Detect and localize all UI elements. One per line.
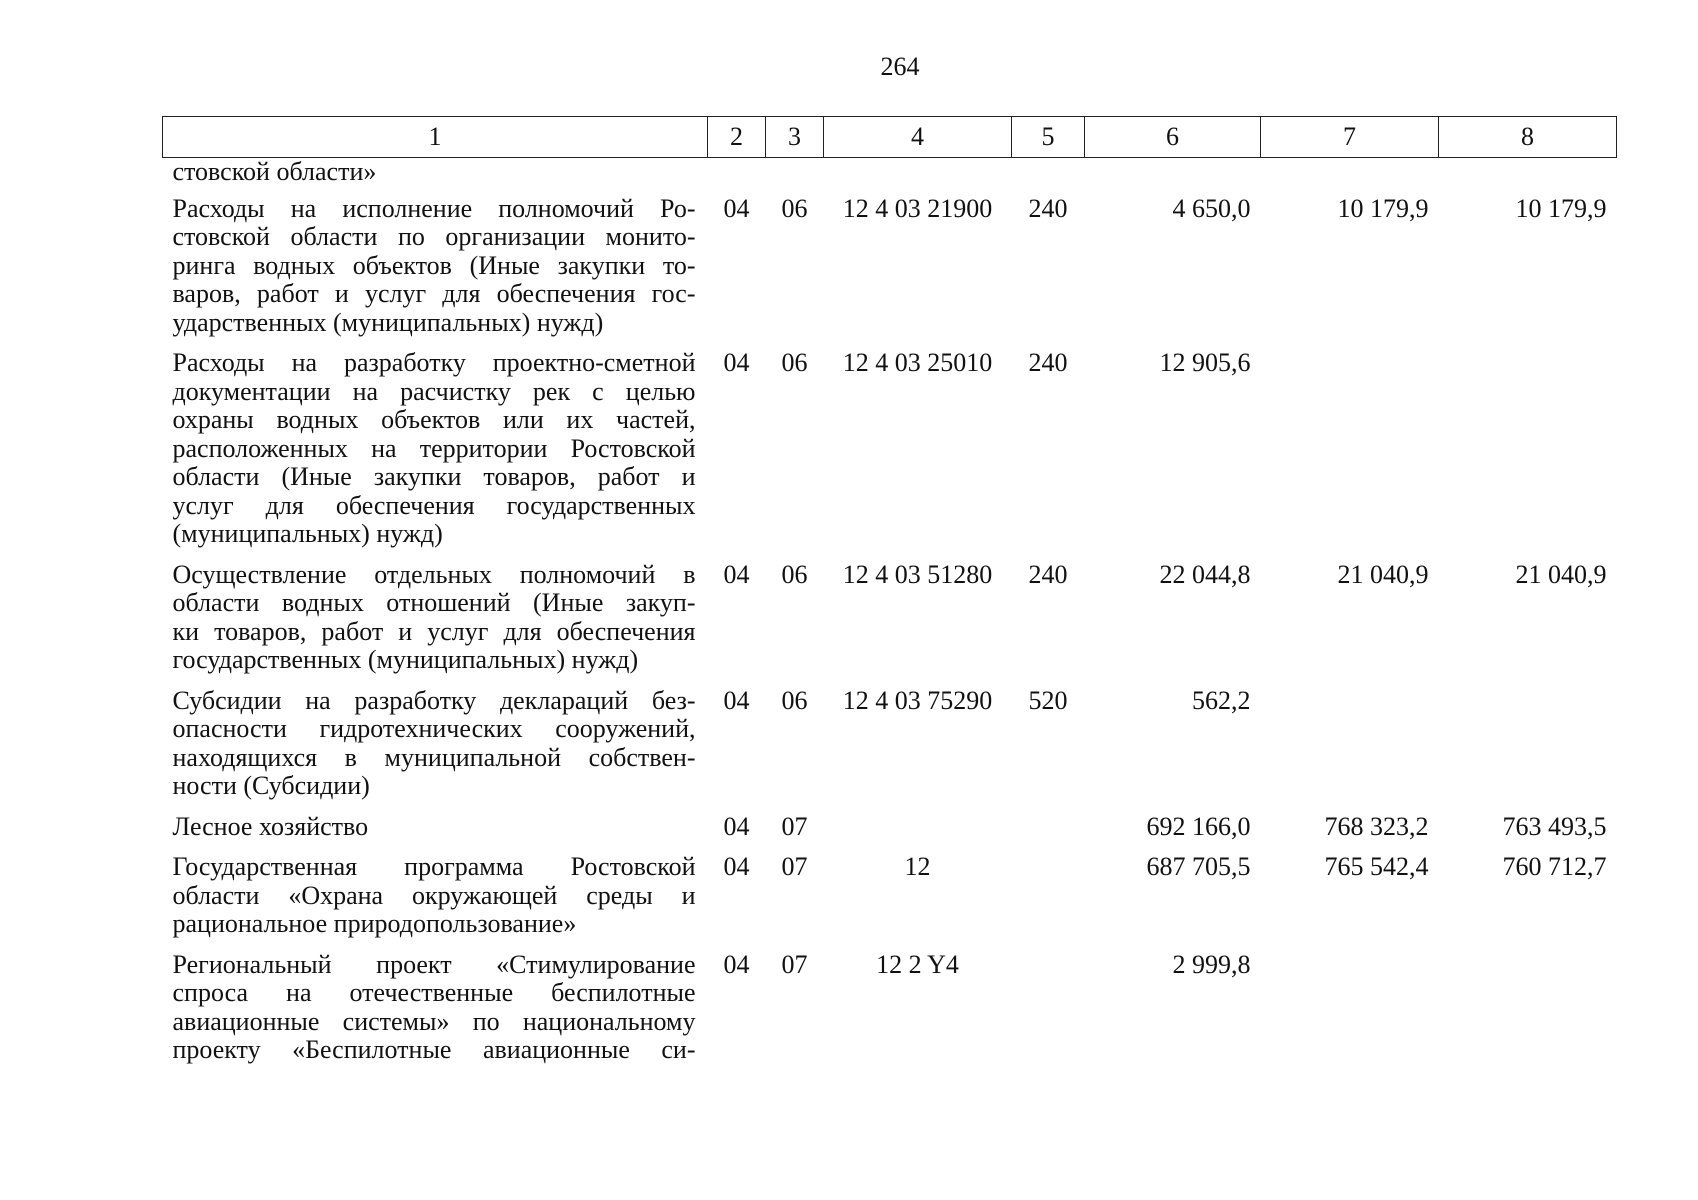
- table-header-row: [163, 117, 1617, 158]
- row-name-line: опасности гидротехнических сооружений,: [172, 714, 696, 743]
- table-row: [163, 561, 1617, 687]
- amount-year-1-cell: 22 044,8: [1159, 559, 1251, 589]
- row-name-line: Расходы на исполнение полномочий Ро-: [172, 193, 696, 223]
- row-name-line: Осуществление отдельных полномочий в: [172, 559, 696, 589]
- row-name-line: охраны водных объектов или их частей,: [172, 405, 696, 434]
- amount-year-3-cell: [1439, 951, 1617, 1077]
- row-name-line: (муниципальных) нужд): [172, 519, 443, 548]
- amount-year-2-cell: [1261, 349, 1439, 561]
- table-row: [163, 853, 1617, 951]
- row-name-line: Государственная программа Ростовской: [172, 852, 696, 881]
- amount-year-2-cell: 765 542,4: [1324, 852, 1429, 881]
- section-code-cell: 04: [723, 852, 750, 881]
- amount-year-3-cell: [1439, 158, 1617, 195]
- amount-year-2-cell: [1261, 687, 1439, 813]
- target-article-cell: 12 4 03 75290: [842, 685, 993, 715]
- column-header-4: 4: [824, 117, 1012, 158]
- row-name-line: стовской области по организации монито-: [172, 222, 696, 251]
- amount-year-2-cell: [1261, 158, 1439, 195]
- row-name-line: документации на расчистку рек с целью: [172, 376, 696, 406]
- expense-type-cell: 240: [1028, 193, 1068, 223]
- amount-year-2-cell: 768 323,2: [1324, 811, 1429, 841]
- table-row: [163, 349, 1617, 561]
- expense-type-cell: [1012, 813, 1085, 854]
- subsection-code-cell: 06: [781, 559, 808, 589]
- subsection-code-cell: 07: [781, 852, 808, 881]
- row-name-cell: [163, 951, 708, 1077]
- row-name-line: спроса на отечественные беспилотные: [172, 978, 696, 1007]
- row-name-line: услуг для обеспечения государственных: [172, 490, 696, 520]
- amount-year-2-cell: 10 179,9: [1337, 193, 1429, 223]
- table-row: [163, 158, 1617, 195]
- row-name-line: расположенных на территории Ростовской: [172, 433, 696, 463]
- row-name-cell: [163, 687, 708, 813]
- row-name-line: Субсидии на разработку деклараций без-: [172, 685, 696, 715]
- row-name-cell: [163, 195, 708, 350]
- expense-type-cell: [1012, 951, 1085, 1077]
- row-name-cell: [163, 853, 708, 951]
- row-name-line: Лесное хозяйство: [172, 811, 369, 841]
- amount-year-1-cell: [1085, 158, 1261, 195]
- column-header-6: 6: [1085, 117, 1261, 158]
- row-name-line: ударственных (муниципальных) нужд): [172, 307, 604, 337]
- target-article-cell: [824, 813, 1012, 854]
- subsection-code-cell: 07: [781, 811, 808, 841]
- row-name-line: ринга водных объектов (Иные закупки то-: [172, 250, 696, 280]
- row-name-line: ности (Субсидии): [172, 771, 370, 800]
- row-name-line: Региональный проект «Стимулирование: [172, 949, 696, 979]
- amount-year-1-cell: 12 905,6: [1159, 348, 1251, 377]
- amount-year-3-cell: 760 712,7: [1502, 852, 1607, 881]
- amount-year-3-cell: 21 040,9: [1515, 559, 1607, 589]
- amount-year-1-cell: 692 166,0: [1146, 811, 1251, 841]
- row-name-line: области водных отношений (Иные закуп-: [172, 588, 696, 617]
- amount-year-3-cell: [1439, 687, 1617, 813]
- column-header-8: 8: [1439, 117, 1617, 158]
- row-name-line: находящихся в муниципальной собствен-: [172, 742, 696, 772]
- target-article-cell: 12 4 03 21900: [842, 193, 993, 223]
- column-header-7: 7: [1261, 117, 1439, 158]
- amount-year-1-cell: 562,2: [1192, 685, 1251, 715]
- row-name-line: проекту «Беспилотные авиационные си-: [172, 1035, 696, 1064]
- target-article-cell: 12 4 03 25010: [842, 348, 993, 377]
- row-name-line: государственных (муниципальных) нужд): [172, 645, 639, 674]
- page-number: 264: [880, 52, 920, 81]
- row-name-line: авиационные системы» по национальному: [172, 1006, 696, 1036]
- table-row: [163, 813, 1617, 854]
- target-article-cell: 12 4 03 51280: [842, 559, 993, 589]
- row-name-line: варов, работ и услуг для обеспечения гос-: [172, 279, 696, 308]
- column-header-3: 3: [766, 117, 824, 158]
- row-name-cell: [163, 813, 708, 854]
- subsection-code-cell: 06: [781, 685, 808, 715]
- section-code-cell: [708, 158, 766, 195]
- column-header-1: 1: [163, 117, 708, 158]
- row-name-cell: [163, 158, 708, 195]
- row-name-cell: [163, 561, 708, 687]
- subsection-code-cell: 06: [781, 348, 808, 377]
- target-article-cell: [824, 158, 1012, 195]
- row-name-cell: [163, 349, 708, 561]
- amount-year-1-cell: 4 650,0: [1172, 193, 1251, 223]
- section-code-cell: 04: [723, 193, 750, 223]
- table-body: [163, 158, 1617, 1077]
- budget-table: [162, 116, 1617, 1077]
- section-code-cell: 04: [723, 949, 750, 979]
- expense-type-cell: 240: [1028, 559, 1068, 589]
- amount-year-2-cell: 21 040,9: [1337, 559, 1429, 589]
- row-name-line: стовской области»: [172, 157, 377, 186]
- row-name-line: Расходы на разработку проектно-сметной: [172, 348, 696, 377]
- amount-year-3-cell: 763 493,5: [1502, 811, 1607, 841]
- row-name-line: области «Охрана окружающей среды и: [172, 880, 696, 910]
- target-article-cell: 12 2 Y4: [876, 949, 959, 979]
- section-code-cell: 04: [723, 348, 750, 377]
- subsection-code-cell: [766, 158, 824, 195]
- row-name-line: ки товаров, работ и услуг для обеспечения: [172, 616, 696, 646]
- section-code-cell: 04: [723, 685, 750, 715]
- expense-type-cell: 240: [1028, 348, 1068, 377]
- subsection-code-cell: 06: [781, 193, 808, 223]
- section-code-cell: 04: [723, 559, 750, 589]
- target-article-cell: 12: [904, 852, 931, 881]
- row-name-line: области (Иные закупки товаров, работ и: [172, 462, 696, 491]
- section-code-cell: 04: [723, 811, 750, 841]
- table-row: [163, 687, 1617, 813]
- subsection-code-cell: 07: [781, 949, 808, 979]
- expense-type-cell: [1012, 853, 1085, 951]
- amount-year-3-cell: 10 179,9: [1515, 193, 1607, 223]
- amount-year-1-cell: 687 705,5: [1146, 852, 1251, 881]
- table-row: [163, 951, 1617, 1077]
- table-row: [163, 195, 1617, 350]
- amount-year-1-cell: 2 999,8: [1172, 949, 1251, 979]
- row-name-line: рациональное природопользование»: [172, 909, 577, 938]
- column-header-5: 5: [1012, 117, 1085, 158]
- amount-year-2-cell: [1261, 951, 1439, 1077]
- expense-type-cell: [1012, 158, 1085, 195]
- amount-year-3-cell: [1439, 349, 1617, 561]
- expense-type-cell: 520: [1028, 685, 1068, 715]
- column-header-2: 2: [708, 117, 766, 158]
